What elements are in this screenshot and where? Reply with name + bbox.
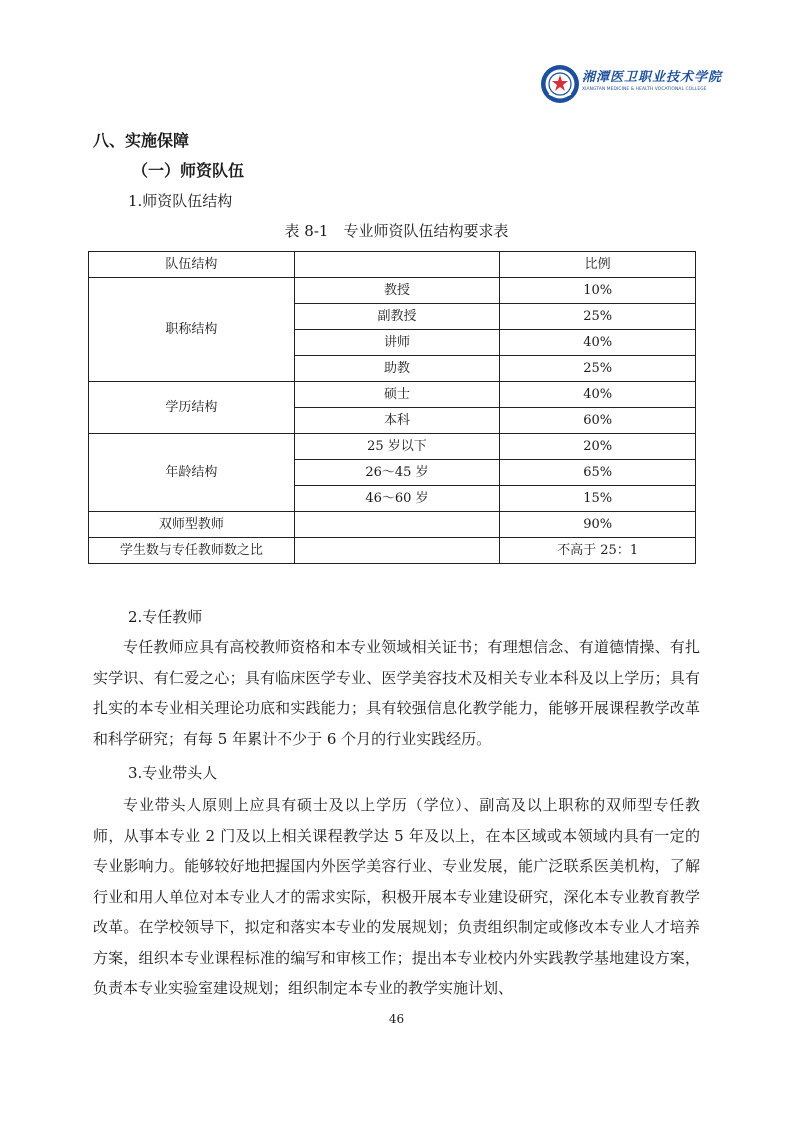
item-1-title: 1.师资队伍结构	[128, 192, 233, 210]
sub-cell: 硕士	[294, 382, 500, 408]
college-logo	[540, 64, 736, 108]
table-row	[89, 382, 696, 408]
category-cell: 学历结构	[89, 382, 295, 434]
sub-cell: 25 岁以下	[294, 434, 500, 460]
ratio-cell: 不高于 25：1	[500, 538, 696, 564]
ratio-cell: 25%	[500, 356, 696, 382]
logo-chinese-name: 湘潭医卫职业技术学院	[582, 70, 723, 85]
item-2-paragraph: 专任教师应具有高校教师资格和本专业领域相关证书；有理想信念、有道德情操、有扎实学识、有仁爱之心；具有临床医学专业、医学美容技术及相关专业本科及以上学历；具有扎实的本专业相关理论功底和实践能力；具有较强信息化教学能力，能够开展课程教学改革和科学研究；有每 5 年累计不少于 6 个月的行业实践经历。	[93, 638, 700, 748]
faculty-structure-table	[88, 251, 696, 564]
logo-text	[582, 66, 736, 92]
sub-cell	[294, 538, 500, 564]
college-emblem-icon	[540, 64, 580, 104]
table-caption: 表 8-1 专业师资队伍结构要求表	[284, 222, 509, 240]
ratio-cell: 25%	[500, 304, 696, 330]
ratio-cell: 40%	[500, 382, 696, 408]
sub-cell	[294, 512, 500, 538]
category-cell: 双师型教师	[89, 512, 295, 538]
table-header-row	[89, 252, 696, 278]
item-3-paragraph: 专业带头人原则上应具有硕士及以上学历（学位）、副高及以上职称的双师型专任教师，从事本专业 2 门及以上相关课程教学达 5 年及以上，在本区域或本领域内具有一定的专业影响力。能够较好地把握国内外医学美容行业、专业发展，能广泛联系医美机构，了解行业和用人单位对本专业人才的需求实际，积极开展本专业建设研究，深化本专业教育教学改革。在学校领导下，拟定和落实本专业的发展规划；负责组织制定或修改本专业人才培养方案，组织本专业课程标准的编写和审核工作；提出本专业校内外实践教学基地建设方案，负责本专业实验室建设规划；组织制定本专业的教学实施计划、	[93, 796, 700, 997]
sub-cell: 46～60 岁	[294, 486, 500, 512]
item-3-title: 3.专业带头人	[128, 764, 218, 782]
sub-cell: 本科	[294, 408, 500, 434]
ratio-cell: 65%	[500, 460, 696, 486]
category-cell: 年龄结构	[89, 434, 295, 512]
table-row	[89, 278, 696, 304]
section-title: 八、实施保障	[93, 131, 190, 150]
category-cell: 学生数与专任教师数之比	[89, 538, 295, 564]
table-row	[89, 434, 696, 460]
ratio-cell: 60%	[500, 408, 696, 434]
ratio-cell: 20%	[500, 434, 696, 460]
sub-cell: 教授	[294, 278, 500, 304]
header-cell: 比例	[500, 252, 696, 278]
ratio-cell: 90%	[500, 512, 696, 538]
header-cell: 队伍结构	[89, 252, 295, 278]
table-row	[89, 512, 696, 538]
subsection-title: （一）师资队伍	[132, 161, 245, 180]
ratio-cell: 15%	[500, 486, 696, 512]
table-row	[89, 538, 696, 564]
logo-english-name: XIANGTAN MEDICINE & HEALTH VOCATIONAL COLLEGE	[582, 87, 707, 92]
ratio-cell: 40%	[500, 330, 696, 356]
page-number: 46	[388, 1012, 405, 1026]
sub-cell: 助教	[294, 356, 500, 382]
sub-cell: 副教授	[294, 304, 500, 330]
sub-cell: 26～45 岁	[294, 460, 500, 486]
header-cell	[294, 252, 500, 278]
category-cell: 职称结构	[89, 278, 295, 382]
item-2-title: 2.专任教师	[128, 608, 203, 626]
ratio-cell: 10%	[500, 278, 696, 304]
sub-cell: 讲师	[294, 330, 500, 356]
